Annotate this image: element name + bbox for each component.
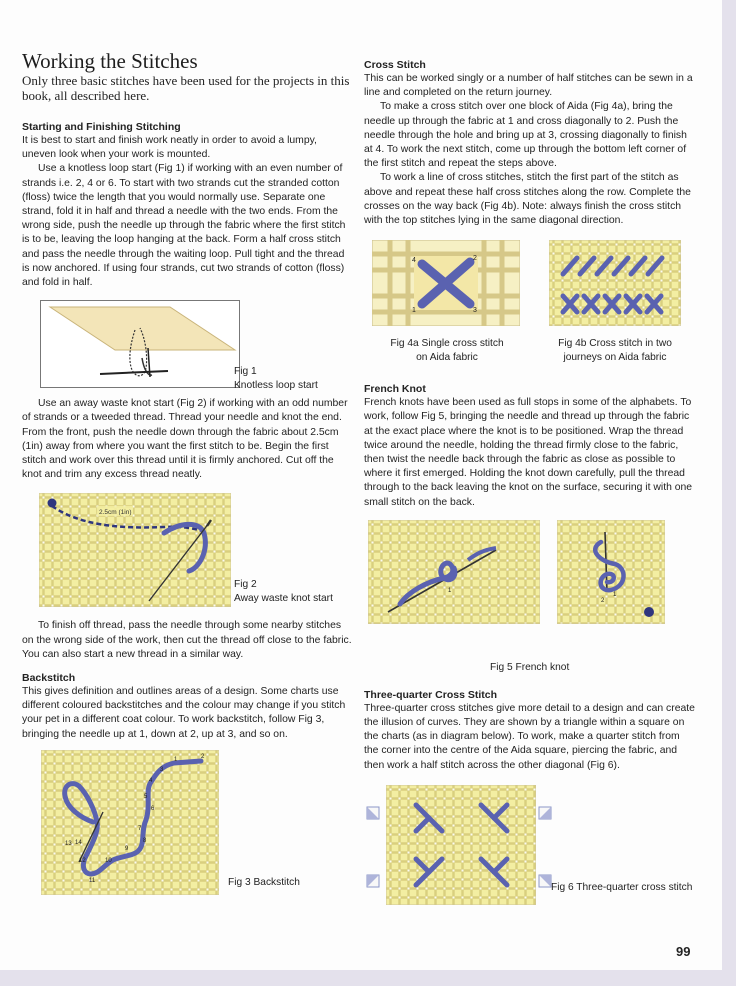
- right-column: [364, 58, 696, 915]
- figure-5: [364, 520, 696, 688]
- point-number: 1: [448, 587, 452, 594]
- knotless-loop-illustration: [40, 300, 240, 388]
- paragraph: Use an away waste knot start (Fig 2) if working with an odd number of strands or a tweeded thread. Thread your needle and knot the end. From the front, push the needle down through the fabric about 2.5cm (1in) away from where you want the first stitch to be. Begin the first stitch and work over this thread until it is firmly anchored. Cut off the knot and trim any excess thread neatly.: [22, 398, 348, 481]
- page-bottom-edge: [0, 970, 736, 986]
- figure-4a-caption-line: on Aida fabric: [416, 352, 478, 364]
- heading-three-quarter-cross-stitch: Three-quarter Cross Stitch: [364, 688, 498, 701]
- figure-4: [364, 240, 696, 382]
- point-number: 12: [79, 857, 86, 864]
- point-number: 11: [89, 877, 96, 884]
- point-number: 2: [201, 753, 205, 760]
- figure-1-caption: [234, 365, 318, 393]
- figure-3: [22, 750, 352, 900]
- point-number: 4: [412, 257, 416, 265]
- point-number: 6: [151, 805, 155, 812]
- intro-text: Only three basic stitches have been used for the projects in this book, all described here.: [22, 73, 350, 103]
- figure-5-caption: Fig 5 French knot: [490, 661, 570, 673]
- point-number: 1: [613, 591, 617, 598]
- point-number: 2: [473, 255, 477, 263]
- point-number: 10: [105, 857, 112, 864]
- cross-stitch-row-illustration: [549, 240, 681, 326]
- waste-knot-illustration: [39, 493, 231, 607]
- paragraph: Three-quarter cross stitches give more detail to a design and can create the illusion of curves. They are shown by a triangle within a square on the charts (as in diagram below). To work, make a quarter stitch from the corner into the centre of the Aida square, piercing the fabric, and then work a half stitch across the other diagonal (Fig 6).: [364, 702, 695, 771]
- figure-4a-caption: [364, 337, 530, 365]
- figure-4a-caption-line: Fig 4a Single cross stitch: [390, 338, 504, 350]
- backstitch-illustration: [41, 750, 219, 895]
- french-knot-wrap-illustration: [368, 520, 540, 624]
- paragraph: It is best to start and finish work neatly in order to avoid a lumpy, uneven look when your work is mounted.: [22, 135, 317, 161]
- page-title: Working the Stitches: [22, 49, 198, 73]
- paragraph: Use a knotless loop start (Fig 1) if working with an even number of strands i.e. 2, 4 or 6. To start with two strands cut the stranded cotton (floss) twice the length that you would normally use. Separate one strand, fold it in half and thread a needle with the two ends. From the wrong side, push the needle up through the fabric where the first stitch is to be, leaving the loop hanging at the back. Form a half cross stitch and pass the needle through the waiting loop. Pull tight and the thread is now anchored. If using four strands, cut two strands of cotton (floss) and fold in half.: [22, 163, 346, 289]
- heading-cross-stitch: Cross Stitch: [364, 59, 426, 71]
- point-number: 2: [601, 597, 605, 604]
- figure-1-number: Fig 1: [234, 366, 257, 378]
- paragraph: French knots have been used as full stops in some of the alphabets. To work, follow Fig 5, bringing the needle and thread up through the fabric at the exact place where the knot is to be positioned. Wrap the thread twice around the needle, holding the thread firmly close to the fabric, then twist the needle back through the fabric as close as possible to where it first emerged. Holding the knot down carefully, pull the thread through to the back leaving the knot on the surface, securing it with one small stitch on the back.: [364, 397, 693, 508]
- french-knot-finish-illustration: [557, 520, 665, 624]
- figure-2: [22, 491, 352, 619]
- paragraph: This gives definition and outlines areas of a design. Some charts use different coloured backstitches and the colour may change if you stitch your pet in a different coat colour. To work backstitch, follow Fig 3, bringing the needle up at 1, down at 2, up at 3, and so on.: [22, 686, 346, 740]
- point-number: 3: [160, 766, 164, 773]
- point-number: 9: [125, 845, 129, 852]
- point-number: 1: [412, 307, 416, 315]
- page-number: 99: [676, 944, 691, 959]
- figure-6-caption: Fig 6 Three-quarter cross stitch: [551, 881, 693, 893]
- point-number: 13: [65, 840, 72, 847]
- figure-2-number: Fig 2: [234, 579, 257, 591]
- page-edge: [722, 0, 736, 986]
- paragraph: To work a line of cross stitches, stitch the first part of the stitch as above and repeat these half cross stitches along the row. Complete the crosses on the way back (Fig 4b). Note: always finish the cross stitch with the top stitches lying in the same diagonal direction.: [364, 172, 691, 227]
- heading-french-knot: French Knot: [364, 383, 426, 396]
- figure-3-caption: Fig 3 Backstitch: [228, 876, 300, 888]
- heading-starting-finishing: Starting and Finishing Stitching: [22, 121, 181, 133]
- single-cross-stitch-illustration: [372, 240, 520, 326]
- figure-2-caption: [234, 578, 333, 606]
- point-number: 7: [138, 825, 142, 832]
- figure-4b-caption-line: Fig 4b Cross stitch in two: [558, 338, 672, 350]
- figure-4b-caption-line: journeys on Aida fabric: [563, 352, 667, 364]
- left-column: [22, 50, 352, 900]
- point-number: 4: [149, 777, 153, 784]
- figure-4b-caption: [549, 337, 681, 365]
- point-number: 14: [75, 839, 82, 846]
- figure-6: [364, 785, 696, 915]
- figure-1-label: Knotless loop start: [234, 380, 318, 392]
- heading-backstitch: Backstitch: [22, 672, 76, 685]
- figure-2-label: Away waste knot start: [234, 593, 333, 605]
- point-number: 8: [143, 837, 147, 844]
- measure-label: 2.5cm (1in): [99, 509, 132, 517]
- three-quarter-cross-stitch-illustration: [386, 785, 536, 905]
- figure-1: [22, 296, 352, 397]
- paragraph: To finish off thread, pass the needle through some nearby stitches on the wrong side of the work, then cut the thread off close to the fabric. You can also start a new thread in a similar way.: [22, 620, 352, 660]
- point-number: 5: [144, 793, 148, 800]
- paragraph: To make a cross stitch over one block of Aida (Fig 4a), bring the needle up through the fabric at 1 and cross diagonally to 2. Push the needle through the hole and bring up at 3, crossing diagonally to finish at 4. To work the next stitch, come up through the bottom left corner of the first stitch and repeat the steps above.: [364, 101, 687, 170]
- chart-symbol-key-left: [364, 785, 384, 905]
- point-number: 1: [174, 756, 178, 763]
- paragraph: This can be worked singly or a number of half stitches can be sewn in a line and completed on the return journey.: [364, 73, 693, 99]
- point-number: 3: [473, 307, 477, 315]
